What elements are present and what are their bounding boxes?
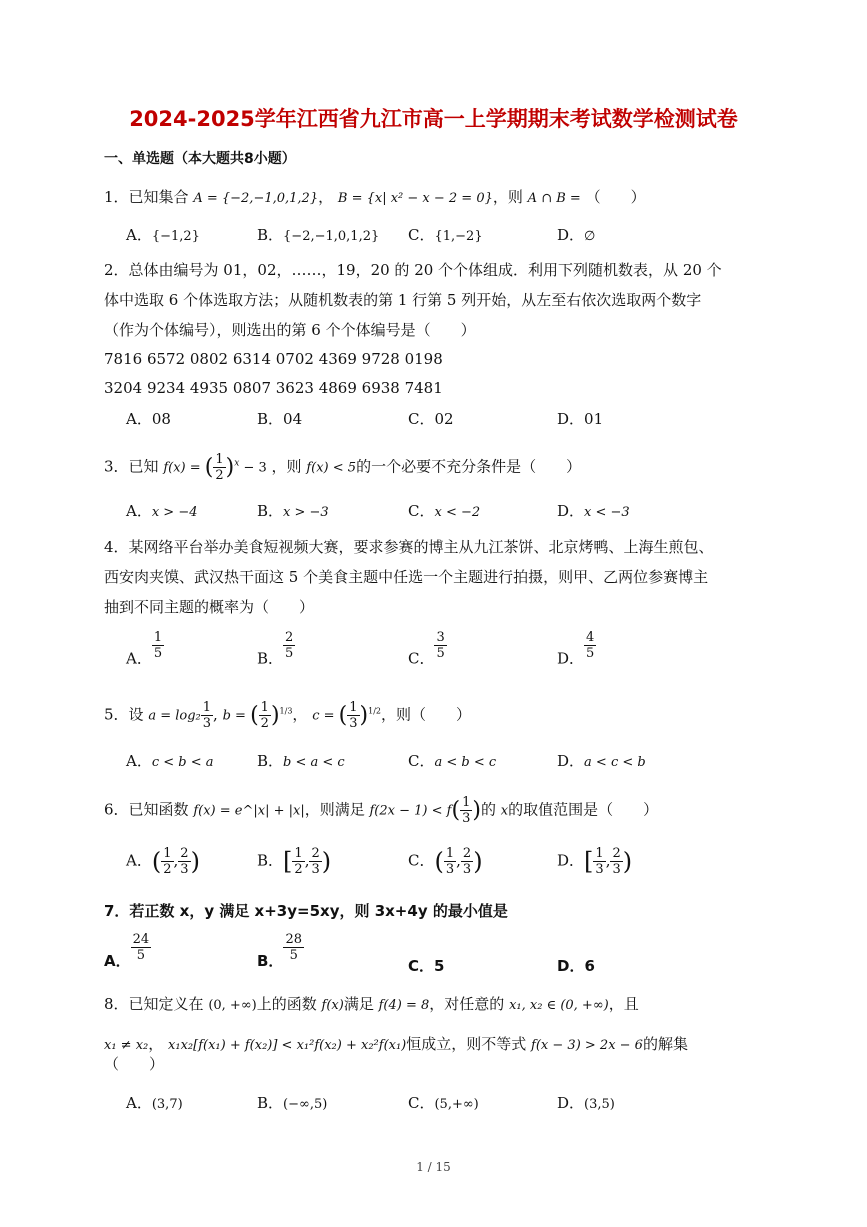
- option-value: x > −3: [283, 505, 329, 520]
- option-label: D．: [557, 752, 585, 770]
- option-label: B．: [257, 752, 284, 770]
- page-number: 1 / 15: [416, 1160, 451, 1174]
- option-label: A．: [126, 502, 152, 520]
- numerator: 28: [285, 932, 302, 947]
- denominator: 5: [136, 948, 146, 963]
- paren-open: (: [451, 798, 461, 823]
- denominator: 5: [153, 646, 163, 661]
- minus-three: − 3: [239, 460, 267, 476]
- question-2-line-2: 体中选取 6 个体选取方法；从随机数表的第 1 行第 5 列开始，从左至右依次选取两个数字: [104, 291, 702, 309]
- option-value: (3,5): [584, 1097, 615, 1112]
- option-label: D．: [557, 226, 585, 244]
- option-value: (5,+∞): [434, 1097, 479, 1112]
- question-4-line-3: 抽到不同主题的概率为（ ）: [104, 598, 315, 616]
- answer-paren: （ ）: [585, 188, 646, 206]
- option-label: A．: [126, 649, 152, 668]
- bracket-close: ): [321, 847, 332, 876]
- denominator: 5: [436, 646, 445, 661]
- q4-option-b: [257, 630, 295, 669]
- question-6-tail: 的取值范围是（ ）: [508, 800, 659, 819]
- b-fraction: [259, 700, 271, 731]
- bracket-close: ): [190, 847, 200, 876]
- question-6-tail: 的: [480, 800, 496, 819]
- denominator: 2: [294, 862, 303, 877]
- denominator: 2: [260, 716, 269, 731]
- q8-option-a: [126, 1092, 183, 1113]
- option-fraction: [283, 932, 304, 963]
- exponent: x: [234, 458, 240, 469]
- option-label: C．: [408, 649, 435, 668]
- option-label: B．: [257, 952, 284, 970]
- not-equal: x₁ ≠ x₂: [104, 1038, 149, 1053]
- q5-option-c: [408, 750, 496, 771]
- option-label: B．: [257, 226, 284, 244]
- question-8-line-1: [104, 993, 639, 1014]
- inequality-2: f(x − 3) > 2x − 6: [531, 1038, 643, 1053]
- numerator: 4: [586, 630, 595, 645]
- option-label: A．: [126, 851, 152, 870]
- option-value: (−∞,5): [283, 1097, 328, 1112]
- question-4-line-2: 西安肉夹馍、武汉热干面这 5 个美食主题中任选一个主题进行拍摄，则甲、乙两位参赛博主: [104, 568, 709, 586]
- option-value: x < −2: [434, 505, 481, 520]
- question-8-tail: ，且: [608, 995, 639, 1013]
- random-table-row-1: 7816 6572 0802 6314 0702 4369 9728 0198: [104, 350, 443, 368]
- question-5: 5．设 a = log₂ $\frac{1}{3}$ , b = ( $\frac{1}{2}$ )$^{1/3}$， c = ( $\frac{1}{3}$ )$^{1/2}$，则（ ）: [104, 700, 472, 731]
- section-heading: 一、单选题（本大题共8小题）: [104, 151, 296, 167]
- bracket-open: (: [151, 847, 162, 876]
- denominator: 3: [445, 862, 455, 877]
- fraction-left: [161, 846, 173, 877]
- numerator: 1: [215, 452, 224, 467]
- numerator: 2: [180, 846, 189, 861]
- domain: (0, +∞): [208, 998, 257, 1013]
- condition: f(2x − 1) < f: [369, 803, 452, 819]
- option-value: 04: [283, 410, 303, 428]
- numerator: 2: [311, 846, 320, 861]
- option-value: {1,−2}: [434, 229, 483, 244]
- option-value: 01: [584, 410, 604, 428]
- question-8-mid: 满足: [343, 995, 374, 1013]
- option-fraction: [131, 932, 152, 963]
- option-label: A．: [104, 952, 131, 970]
- q3-option-b: [257, 500, 329, 521]
- exponent: 1/2: [368, 706, 381, 716]
- q7-option-b: [257, 932, 304, 971]
- option-value: 6: [584, 957, 595, 975]
- variable-x: x: [500, 803, 509, 819]
- question-8-line-2: [104, 1033, 688, 1054]
- q4-option-d: [557, 630, 596, 669]
- option-label: C．: [408, 957, 435, 975]
- q3-option-a: [126, 500, 198, 521]
- paren-close: ): [270, 703, 280, 728]
- q2-option-c: [408, 408, 454, 429]
- a-expr: a = log₂: [148, 708, 201, 724]
- q7-option-c: [408, 955, 444, 976]
- q8-option-c: [408, 1092, 479, 1113]
- paren-open: (: [250, 703, 259, 728]
- option-value: {−1,2}: [151, 229, 200, 244]
- page-title: 2024-2025学年江西省九江市高一上学期期末考试数学检测试卷: [129, 107, 738, 131]
- q5-option-d: [557, 750, 646, 771]
- question-6-mid: ，则满足: [304, 800, 365, 819]
- question-3-lead: 3．已知: [104, 457, 159, 476]
- paren-open: (: [204, 455, 214, 480]
- fraction-right: [309, 846, 321, 877]
- fraction-left: [444, 846, 456, 877]
- q6-option-a: A．( $\frac{1}{2}$ , $\frac{2}{3}$ ): [126, 846, 200, 877]
- q8-option-d: [557, 1092, 615, 1113]
- q7-option-a: [104, 932, 151, 971]
- option-label: A．: [126, 226, 152, 244]
- numerator: 1: [349, 700, 358, 715]
- base-fraction: [213, 452, 225, 483]
- question-8-tail: 的解集: [642, 1035, 688, 1053]
- q8-option-b: [257, 1092, 327, 1113]
- option-label: B．: [257, 410, 284, 428]
- option-label: C．: [408, 226, 435, 244]
- option-label: B．: [257, 502, 284, 520]
- option-label: C．: [408, 1094, 435, 1112]
- denominator: 3: [311, 862, 320, 877]
- option-value: a < c < b: [584, 755, 646, 770]
- numerator: 1: [202, 700, 212, 715]
- option-label: D．: [557, 851, 585, 870]
- option-value: 02: [434, 410, 454, 428]
- cond-fraction: [460, 795, 472, 826]
- option-value: 5: [434, 957, 445, 975]
- function-f: f(x): [321, 998, 344, 1013]
- numerator: 3: [436, 630, 445, 645]
- numerator: 2: [612, 846, 621, 861]
- function-f: f(x) = e^|x| + |x|: [193, 803, 305, 819]
- option-value: (3,7): [151, 1097, 183, 1112]
- bracket-open: [: [584, 847, 594, 876]
- option-value: x < −3: [584, 505, 630, 520]
- a-fraction: [201, 700, 213, 731]
- denominator: 3: [462, 862, 472, 877]
- comma: ，: [148, 1035, 164, 1053]
- numerator: 1: [163, 846, 172, 861]
- option-fraction: [584, 630, 596, 661]
- q2-option-b: [257, 408, 302, 429]
- option-label: A．: [126, 752, 152, 770]
- q6-option-c: C．( $\frac{1}{3}$ , $\frac{2}{3}$ ): [408, 846, 483, 877]
- question-1: [104, 186, 646, 207]
- question-7: 7．若正数 x，y 满足 x+3y=5xy，则 3x+4y 的最小值是: [104, 902, 508, 920]
- c-fraction: [347, 700, 359, 731]
- question-5-lead: 5．设: [104, 705, 144, 724]
- random-table-row-2: 3204 9234 4935 0807 3623 4869 6938 7481: [104, 379, 443, 397]
- question-8-mid: ，对任意的: [429, 995, 505, 1013]
- condition: f(4) = 8: [378, 998, 430, 1013]
- question-3-mid: ，则: [271, 457, 302, 476]
- option-label: B．: [257, 851, 284, 870]
- comma: ，: [318, 188, 334, 206]
- denominator: 3: [202, 716, 212, 731]
- denominator: 3: [462, 811, 471, 826]
- question-2-line-1: 2．总体由编号为 01，02，……，19，20 的 20 个个体组成．利用下列随机数表，从 20 个: [104, 261, 722, 279]
- option-value: a < b < c: [434, 755, 497, 770]
- paren-close: ): [359, 703, 369, 728]
- question-6-lead: 6．已知函数: [104, 800, 189, 819]
- denominator: 3: [349, 716, 358, 731]
- numerator: 1: [595, 846, 604, 861]
- option-value: x > −4: [151, 505, 198, 520]
- denominator: 5: [289, 948, 298, 963]
- q7-option-d: [557, 955, 595, 976]
- option-label: D．: [557, 649, 585, 668]
- question-3-tail: 的一个必要不充分条件是（ ）: [356, 457, 582, 476]
- q1-option-d: [557, 224, 595, 245]
- option-value: b < a < c: [283, 755, 345, 770]
- bracket-close: ): [473, 847, 483, 876]
- question-1-lead: 1．已知集合: [104, 188, 189, 206]
- option-fraction: [434, 630, 446, 661]
- numerator: 1: [462, 795, 471, 810]
- option-label: B．: [257, 1094, 284, 1112]
- denominator: 3: [612, 862, 621, 877]
- set-b: B = {x| x² − x − 2 = 0}: [337, 191, 493, 206]
- bracket-close: ): [622, 847, 633, 876]
- q4-option-c: [408, 630, 447, 669]
- numerator: 1: [260, 700, 269, 715]
- q2-option-a: [126, 408, 171, 429]
- fraction-right: [610, 846, 622, 877]
- numerator: 1: [445, 846, 455, 861]
- fraction-left: [593, 846, 605, 877]
- option-value: 08: [151, 410, 171, 428]
- set-a: A = {−2,−1,0,1,2}: [193, 191, 319, 206]
- denominator: 3: [180, 862, 189, 877]
- bracket-open: [: [283, 847, 293, 876]
- option-label: C．: [408, 502, 435, 520]
- option-fraction: [152, 630, 164, 661]
- fraction-left: [292, 846, 304, 877]
- denominator: 2: [163, 862, 172, 877]
- question-5-tail: ，则（ ）: [381, 705, 472, 724]
- paren-open: (: [338, 703, 348, 728]
- option-label: C．: [408, 410, 435, 428]
- condition: f(x) < 5: [306, 460, 357, 476]
- q3-option-d: [557, 500, 630, 521]
- q1-option-a: [126, 224, 200, 245]
- option-label: C．: [408, 752, 435, 770]
- q1-option-b: [257, 224, 379, 245]
- numerator: 2: [285, 630, 294, 645]
- option-label: D．: [557, 1094, 585, 1112]
- numerator: 24: [132, 932, 150, 947]
- option-label: A．: [126, 410, 152, 428]
- q6-option-d: D．[ $\frac{1}{3}$ , $\frac{2}{3}$ ): [557, 846, 633, 877]
- variables: x₁, x₂ ∈ (0, +∞): [509, 998, 609, 1013]
- question-3: [104, 452, 581, 483]
- denominator: 3: [595, 862, 604, 877]
- fraction-right: [461, 846, 473, 877]
- denominator: 5: [586, 646, 595, 661]
- option-label: B．: [257, 649, 284, 668]
- question-6: [104, 795, 658, 826]
- q3-option-c: [408, 500, 480, 521]
- q5-option-b: [257, 750, 345, 771]
- denominator: 2: [215, 468, 224, 483]
- option-label: A．: [126, 1094, 152, 1112]
- option-label: C．: [408, 851, 435, 870]
- intersection-expr: A ∩ B =: [527, 191, 581, 206]
- bracket-open: (: [434, 847, 444, 876]
- numerator: 1: [294, 846, 303, 861]
- option-label: D．: [557, 957, 585, 975]
- question-8-lead: 8．已知定义在: [104, 995, 204, 1013]
- q1-option-c: [408, 224, 483, 245]
- denominator: 5: [285, 646, 294, 661]
- question-8-paren: （ ）: [104, 1055, 165, 1073]
- q2-option-d: [557, 408, 603, 429]
- numerator: 1: [153, 630, 163, 645]
- c-expr: c =: [312, 708, 339, 724]
- exponent: 1/3: [279, 706, 293, 716]
- question-1-tail: ，则: [492, 188, 523, 206]
- option-value: c < b < a: [151, 755, 214, 770]
- option-label: D．: [557, 502, 585, 520]
- paren-close: ): [472, 798, 481, 823]
- function-f: f(x) =: [163, 460, 205, 476]
- numerator: 2: [462, 846, 472, 861]
- option-value: {−2,−1,0,1,2}: [283, 229, 380, 244]
- option-value: ∅: [584, 229, 596, 244]
- q4-option-a: [126, 630, 164, 669]
- question-8-mid: 上的函数: [256, 995, 317, 1013]
- fraction-right: [178, 846, 190, 877]
- paren-close: ): [225, 455, 235, 480]
- q6-option-b: B．[ $\frac{1}{2}$ , $\frac{2}{3}$ ): [257, 846, 332, 877]
- q5-option-a: [126, 750, 214, 771]
- question-4-line-1: 4．某网络平台举办美食短视频大赛，要求参赛的博主从九江茶饼、北京烤鸭、上海生煎包、: [104, 538, 714, 556]
- b-expr: b =: [222, 708, 251, 724]
- option-label: D．: [557, 410, 585, 428]
- question-8-mid: 恒成立，则不等式: [406, 1035, 527, 1053]
- inequality: x₁x₂[f(x₁) + f(x₂)] < x₁²f(x₂) + x₂²f(x₁): [168, 1038, 407, 1053]
- option-fraction: [283, 630, 295, 661]
- question-2-line-3: （作为个体编号），则选出的第 6 个个体编号是（ ）: [104, 321, 476, 339]
